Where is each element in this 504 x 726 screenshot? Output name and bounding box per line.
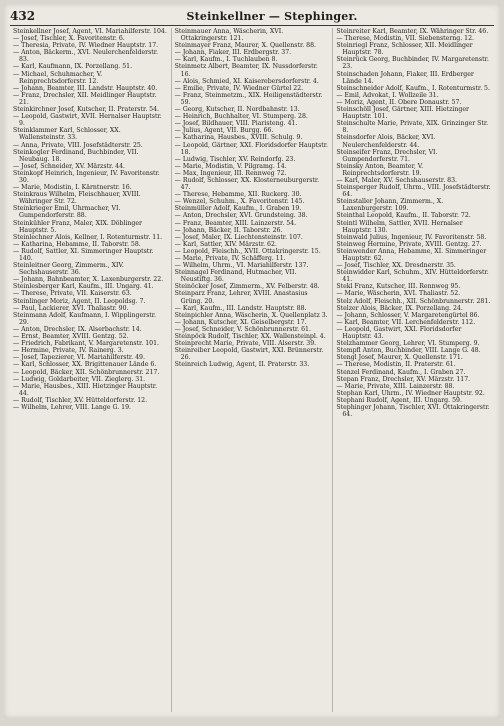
directory-entry: Stenzel Ferdinand, Kaufm., I. Graben 27. [336,368,466,376]
directory-entry: Steinschneider Adolf, Kaufm., I. Rotenturmstr. 5. [336,84,490,92]
directory-entry: — Wenzel, Schuhm., X. Favoritenstr. 145. [174,198,305,206]
directory-entry: — Emilie, Private, IV. Wiedner Gürtel 22. [174,84,304,92]
directory-entry: — Ludwig, Tischler, XV. Reindorfg. 23. [174,155,296,163]
directory-entry: Stengl Josef, Maurer, X. Quellenstr. 171. [336,354,463,362]
directory-entry: — Anton, Drechsler, XVI. Grundsteing. 38. [174,212,308,220]
directory-entry: — Rudolf, Sattler, XI. Simmeringer Hauptstr. 140. [13,247,154,262]
directory-entry: Steinrück Georg, Buchbinder, IV. Margaretenstr. 23. [336,56,489,71]
directory-entry: Steinwald Julius, Ingenieur, IV. Favoritenstr. 58. [336,233,487,241]
directory-entry: Steinklammer Karl, Schlosser, XX. Wallensteinstr. 33. [13,127,121,142]
directory-entry: — Josef, Tischler, X. Favoritenstr. 6. [13,35,125,43]
directory-entry: Steinweg Hermine, Private, XVIII. Gentzg. 27. [336,240,482,248]
directory-entry: — Josef, Bildhauer, VIII. Piaristeng. 41. [174,120,298,128]
directory-entry: Steinstaller Johann, Zimmerm., X. Laxenburgerstr. 109. [336,198,444,213]
directory-entry: — Rudolf, Schlosser, XX. Klosterneuburgerstr. 47. [174,176,320,192]
directory-entry: Stephinger Johann, Tischler, XVI. Ottakringerstr. 64. [336,403,490,419]
directory-entry: — Marie, Modistin, V. Pilgramg. 14. [174,162,287,170]
directory-entry: — Karl, Kaufmann, IX. Porzellang. 51. [13,63,133,71]
column-3 [333,28,494,712]
directory-entry: — Karl, Schlosser, XX. Brigittenauer Lände 6. [13,361,157,369]
directory-entry: Stephani Rudolf, Agent, III. Ungarg. 59. [336,396,462,404]
directory-entry: — Ludwig, Goldarbeiter, VII. Zieglerg. 31. [13,375,146,383]
directory-entry: — Katharina, Hebamme, II. Taborstr. 58. [13,240,141,248]
directory-entry: — Wilhelm, Lehrer, VIII. Lange G. 19. [13,403,131,411]
directory-entry: Steinkellner Josef, Agent, VI. Mariahilferstr. 104. [13,28,167,35]
directory-entry: — Josef, Schneider, V. Schönbrunnerstr. 61. [174,325,311,333]
directory-entry: Steinsdorfer Alois, Bäcker, XVI. Neulerchenfelderstr. 44. [336,134,436,149]
directory-entry: Stelzer Alois, Bäcker, IX. Porzellang. 24. [336,304,463,312]
directory-entry: Steinschaden Johann, Fiaker, III. Erdberger Lände 14. [336,70,474,85]
directory-entry: — Johann, Beamter, III. Landstr. Hauptstr. 40. [13,84,158,92]
directory-entry: Steinwidder Karl, Schuhm., XIV. Hütteldorferstr. 41. [336,269,489,284]
directory-entry: — Johann, Kutscher, XI. Geiselbergstr. 17. [174,318,307,326]
directory-entry: Steinöcker Josef, Zimmerm., XV. Felberstr. 48. [174,283,320,291]
directory-entry: Steinkraus Wilhelm, Fleischhauer, XVIII. Währinger Str. 72. [13,191,141,206]
running-head: Steinkellner — Stephinger. [186,9,358,23]
directory-entry: — Georg, Kutscher, II. Nordbahnstr. 13. [174,106,300,114]
directory-entry: — Anton, Drechsler, IX. Alserbachstr. 14. [13,325,142,333]
directory-entry: — Leopold, Gastwirt, XXI. Floridsdorfer Hauptstr. 43. [336,325,462,341]
directory-entry: Steinnagel Ferdinand, Hutmacher, VII. Neustiftg. 36. [174,269,297,284]
directory-entry: — Therese, Hebamme, XII. Ruckerg. 30. [174,191,302,199]
directory-entry: — Johann, Bahnbeamter, X. Laxenburgerstr. 22. [13,276,164,284]
directory-entry: — Johann, Schlosser, V. Margaretengürtel 86. [336,311,480,319]
directory-entry: — Friedrich, Fabrikant, V. Margaretenstr. 101. [13,340,159,348]
directory-entry: Steinschulte Marie, Private, XIX. Grinzinger Str. 8. [336,120,489,135]
directory-entry: — Alois, Schmied, XI. Kaiserebersdorferstr. 4. [174,77,319,85]
directory-entry: Steinthal Leopold, Kaufm., II. Taborstr. 72. [336,212,471,220]
directory-entry: — Franz, Beamter, XIII. Lainzerstr. 54. [174,219,297,227]
directory-entry: Steinsperger Rudolf, Uhrm., VIII. Josefstädterstr. 64. [336,184,491,199]
directory-entry: — Johann, Fiaker, III. Erdbergstr. 37. [174,49,292,57]
directory-entry: Steinlinger Moriz, Agent, II. Leopoldsg. 7. [13,297,146,305]
directory-entry: Steinleitner Georg, Zimmerm., XIV. Sechshauserstr. 36. [13,262,124,277]
directory-entry: — Anton, Bäckerm., XVI. Neulerchenfelderstr. 83. [13,49,159,64]
page-header [10,7,494,26]
directory-entry: Steinkogler Ferdinand, Buchbinder, VII. Neubaug. 18. [13,148,139,163]
directory-entry: Steinprecht Marie, Private, VIII. Alserstr. 39. [174,340,317,348]
directory-entry: — Emil, Advokat, I. Wollzeile 31. [336,91,439,99]
directory-entry: Steinseifer Franz, Drechsler, VI. Gumpendorferstr. 71. [336,148,438,163]
directory-entry: Steinparz Franz, Lehrer, XVIII. Anastasius Grüng. 20. [174,290,308,305]
directory-entry: Steinsky Anton, Beamter, V. Reinprechtsdorferstr. 19. [336,162,424,177]
directory-entry: — Heinrich, Buchhalter, VI. Stumperg. 28. [174,113,308,121]
directory-entry: Steinriegl Franz, Schlosser, XII. Meidlinger Hauptstr. 78. [336,42,473,57]
directory-entry: Stelzhammer Georg, Lehrer, VI. Stumperg. 9. [336,340,480,348]
directory-entry: — Leopold, Gastwirt, XVII. Hernalser Hauptstr. 9. [13,113,162,128]
directory-entry: — Franz, Drechsler, XII. Meidlinger Hauptstr. 21. [13,91,157,106]
column-1 [10,28,172,712]
directory-entry: — Paul, Lackierer, XVI. Thaliastr. 90. [13,304,129,312]
directory-entry: — Marie, Modistin, I. Kärntnerstr. 16. [13,184,132,192]
directory-entry: — Marie, Hausbes., XIII. Hietzinger Hauptstr. 44. [13,382,158,397]
directory-entry: Stepan Franz, Drechsler, XV. Märzstr. 117. [336,375,471,383]
directory-entry: — Franz, Steinmetzm., XIX. Heiligenstädterstr. 59. [174,91,323,106]
directory-entry: Steintl Wilhelm, Sattler, XVII. Hernalser Hauptstr. 130. [336,219,463,234]
directory-entry: Steinkirchner Josef, Kutscher, II. Praterstr. 54. [13,106,160,114]
directory-entry: Steinkühler Franz, Maler, XIX. Döblinger Hauptstr. 5. [13,219,142,234]
directory-entry: — Therese, Private, VII. Kaiserstr. 63. [13,290,132,298]
directory-entry: — Marie, Wäscherin, XVI. Thaliastr. 52. [336,290,461,298]
directory-entry: Steinschöll Josef, Gärtner, XIII. Hietzinger Hauptstr. 101. [336,106,469,121]
directory-entry: Steinwender Anna, Hebamme, XI. Simmeringer Hauptstr. 62. [336,247,487,262]
directory-entry: Steinpichler Anna, Wäscherin, X. Quellenplatz 3. [174,311,328,319]
directory-entry: Steinkopf Heinrich, Ingenieur, IV. Favoritenstr. 30. [13,169,160,184]
directory-entry: — Marie, Private, XIII. Lainzerstr. 88. [336,382,455,390]
directory-entry: Steinmauer Anna, Wäscherin, XVI. Ottakringerstr. 121. [174,28,284,43]
directory-entry: Steinpöck Rudolf, Tischler, XX. Wallensteinpl. 4. [174,333,326,341]
columns-container [10,28,494,712]
directory-entry: Stephan Karl, Uhrm., IV. Wiedner Hauptstr. 92. [336,389,485,397]
directory-page [4,4,500,718]
directory-entry: — Josef, Tischler, XX. Dresdnerstr. 35. [336,262,456,270]
directory-entry: Steinlechner Alois, Kellner, I. Rotenturmstr. 11. [13,233,163,241]
directory-entry: — Leopold, Fleischh., XVII. Ottakringerstr. 15. [174,247,321,255]
directory-entry: — Katharina, Hausbes., XVIII. Schulg. 9. [174,134,303,142]
directory-entry: Steinmetz Albert, Beamter, IX. Nussdorferstr. 16. [174,63,318,78]
directory-entry: Steinmüller Adolf, Kaufm., I. Graben 19. [174,205,302,213]
directory-entry: — Hermine, Private, IV. Rainerg. 3. [13,347,124,355]
directory-entry: Stempfl Anton, Buchbinder, VIII. Lange G. 48. [336,347,481,355]
directory-entry: — Marie, Private, IV. Schäfferg. 11. [174,255,286,262]
directory-entry: — Julius, Agent, VII. Burgg. 66. [174,127,274,135]
column-2 [172,28,334,712]
directory-entry: Steinreiter Karl, Beamter, IX. Währinger Str. 46. [336,28,489,35]
directory-entry: — Michael, Schuhmacher, V. Reinprechtsdorferstr. 12. [13,70,103,85]
directory-entry: — Ernst, Beamter, XVIII. Gentzg. 52. [13,333,129,341]
directory-entry: — Therese, Modistin, VII. Siebensterng. 12. [336,35,475,43]
directory-entry: — Josef, Maler, IX. Liechtensteinstr. 107. [174,233,303,241]
directory-entry: — Josef, Tapezierer, VI. Mariahilferstr. 49. [13,354,145,362]
directory-entry: — Johann, Bäcker, II. Taborstr. 26. [174,226,283,234]
directory-entry: Stekl Franz, Kutscher, III. Rennweg 95. [336,283,461,291]
directory-entry: — Max, Ingenieur, III. Rennweg 72. [174,169,287,177]
directory-entry: Steinmayer Franz, Maurer, X. Quellenstr. 88. [174,42,316,50]
directory-entry: — Karl, Sattler, XIV. Märzstr. 62. [174,240,277,248]
directory-entry: — Moriz, Agent, II. Obere Donaustr. 57. [336,98,462,106]
directory-entry: — Theresia, Private, IV. Wiedner Hauptstr. 17. [13,42,159,50]
directory-entry: — Josef, Schneider, XV. Märzstr. 44. [13,162,126,170]
directory-entry: — Anna, Private, VIII. Josefstädterstr. 25. [13,141,143,149]
directory-entry: Steinlesberger Karl, Kaufm., III. Ungarg. 41. [13,283,154,291]
directory-entry: Steinmann Adolf, Kaufmann, I. Wipplingerstr. 29. [13,311,156,326]
directory-entry: Stelz Adolf, Fleischh., XII. Schönbrunnerstr. 281. [336,297,491,305]
directory-entry: — Wilhelm, Uhrm., VI. Mariahilferstr. 137. [174,262,309,270]
page-number: 432 [10,9,36,23]
directory-entry: — Karl, Maler, XV. Sechshauserstr. 83. [336,176,457,184]
directory-entry: — Karl, Kaufm., III. Landstr. Hauptstr. 88. [174,304,307,312]
directory-entry: Steinreich Ludwig, Agent, II. Praterstr. 33. [174,361,310,369]
directory-entry: Steinreiber Leopold, Gastwirt, XXI. Brünnerstr. 26. [174,347,324,362]
directory-entry: — Karl, Kaufm., I. Tuchlauben 8. [174,56,278,64]
directory-entry: — Therese, Modistin, II. Praterstr. 61. [336,361,456,369]
directory-entry: Steinkrieger Emil, Uhrmacher, VI. Gumpendorferstr. 88. [13,205,121,220]
directory-entry: — Karl, Beamter, VII. Lerchenfelderstr. 112. [336,318,476,326]
directory-entry: — Leopold, Bäcker, XII. Schönbrunnerstr. 217. [13,368,160,376]
directory-entry: — Rudolf, Tischler, XV. Hütteldorferstr. 12. [13,396,148,404]
directory-entry: — Leopold, Gärtner, XXI. Floridsdorfer Hauptstr. 18. [174,141,329,156]
